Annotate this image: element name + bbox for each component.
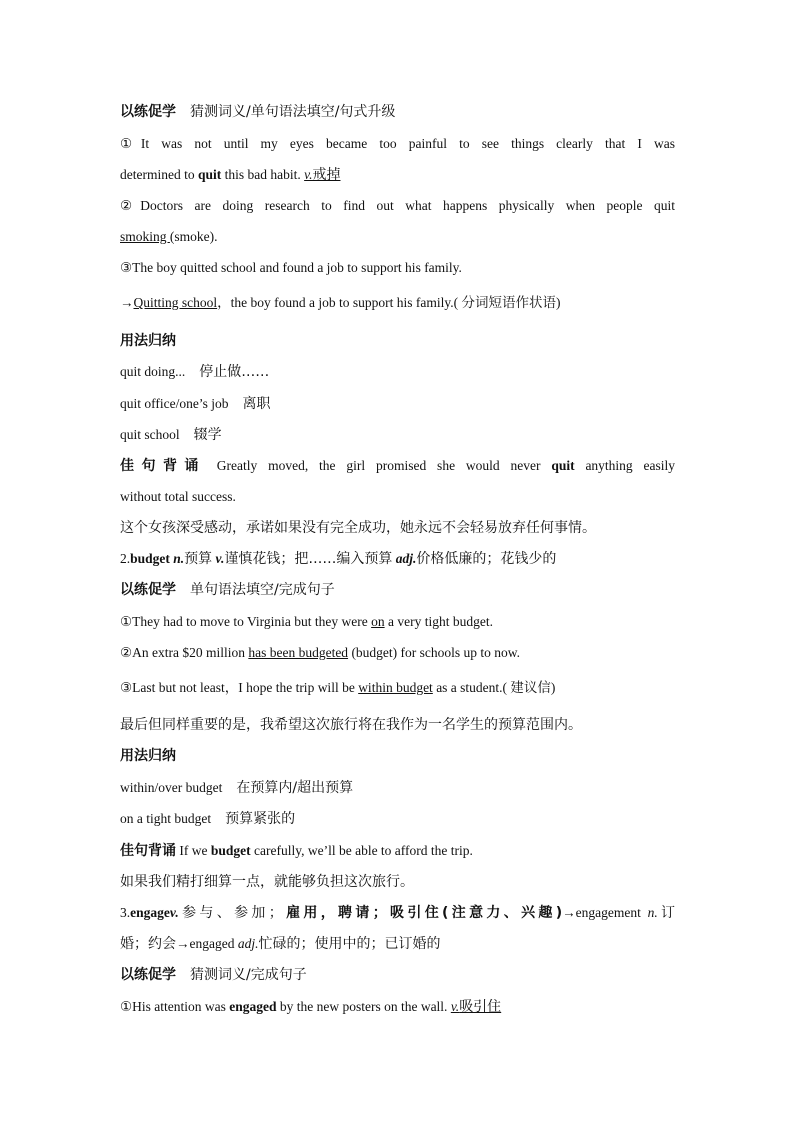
recite-line-2: without total success. (120, 489, 236, 504)
usage-item: quit doing... 停止做…… (120, 364, 270, 380)
exercise-1: ①His attention was engaged by the new posters on the wall. v.吸引住 (120, 999, 502, 1015)
exercise-2-line-2: smoking (smoke). (120, 229, 218, 244)
recite-line: 佳句背诵 If we budget carefully, we’ll be able to afford the trip. (120, 843, 473, 859)
practice-heading: 以练促学 猜测词义/完成句子 (120, 967, 307, 983)
answer-blank: smoking (120, 229, 170, 244)
usage-item: within/over budget 在预算内/超出预算 (120, 780, 354, 796)
answer-blank: has been budgeted (248, 645, 349, 660)
recite-translation: 如果我们精打细算一点，就能够负担这次旅行。 (120, 874, 414, 890)
exercise-1-line-2: determined to quit this bad habit. v.戒掉 (120, 167, 341, 183)
exercise-3-line: ③The boy quitted school and found a job to support his family. (120, 260, 462, 275)
usage-heading: 用法归纳 (120, 333, 176, 349)
recite-translation: 这个女孩深受感动，承诺如果没有完全成功，她永远不会轻易放弃任何事情。 (120, 520, 596, 536)
usage-item: quit school 辍学 (120, 427, 222, 443)
exercise-1: ①They had to move to Virginia but they were on a very tight budget. (120, 614, 493, 629)
exercise-3-rewrite: →Quitting school，the boy found a job to support his family.( 分词短语作状语) (120, 295, 561, 310)
recite-line-1: 佳句背诵 Greatly moved, the girl promised she would never quit anything easily (120, 458, 676, 474)
usage-item: on a tight budget 预算紧张的 (120, 811, 296, 827)
answer-blank: on (371, 614, 385, 629)
exercise-2-line-1: ②Doctors are doing research to find out what happens physically when people quit (120, 198, 675, 213)
practice-heading: 以练促学 单句语法填空/完成句子 (120, 582, 335, 598)
answer-blank: within budget (358, 680, 433, 695)
word-entry-engage-cont: 婚；约会→engaged adj.忙碌的；使用中的；已订婚的 (120, 936, 441, 952)
word-entry-budget: 2.budget n.预算 v.谨慎花钱；把……编入预算 adj.价格低廉的；花钱少的 (120, 551, 557, 567)
usage-heading: 用法归纳 (120, 748, 176, 764)
exercise-1-line-1: ①It was not until my eyes became too painful to see things clearly that I was (120, 136, 675, 151)
exercise-2: ②An extra $20 million has been budgeted (budget) for schools up to now. (120, 645, 521, 660)
exercise-3: ③Last but not least，I hope the trip will be within budget as a student.( 建议信) (120, 680, 556, 695)
word-entry-engage: 3.engagev.参与、参加；雇用，聘请；吸引住(注意力、兴趣)→engagement n.订 (120, 905, 676, 921)
usage-item: quit office/one’s job 离职 (120, 396, 271, 412)
answer-blank: Quitting school (133, 295, 218, 310)
practice-heading: 以练促学 猜测词义/单句语法填空/句式升级 (120, 104, 396, 120)
exercise-3-translation: 最后但同样重要的是，我希望这次旅行将在我作为一名学生的预算范围内。 (120, 717, 582, 733)
